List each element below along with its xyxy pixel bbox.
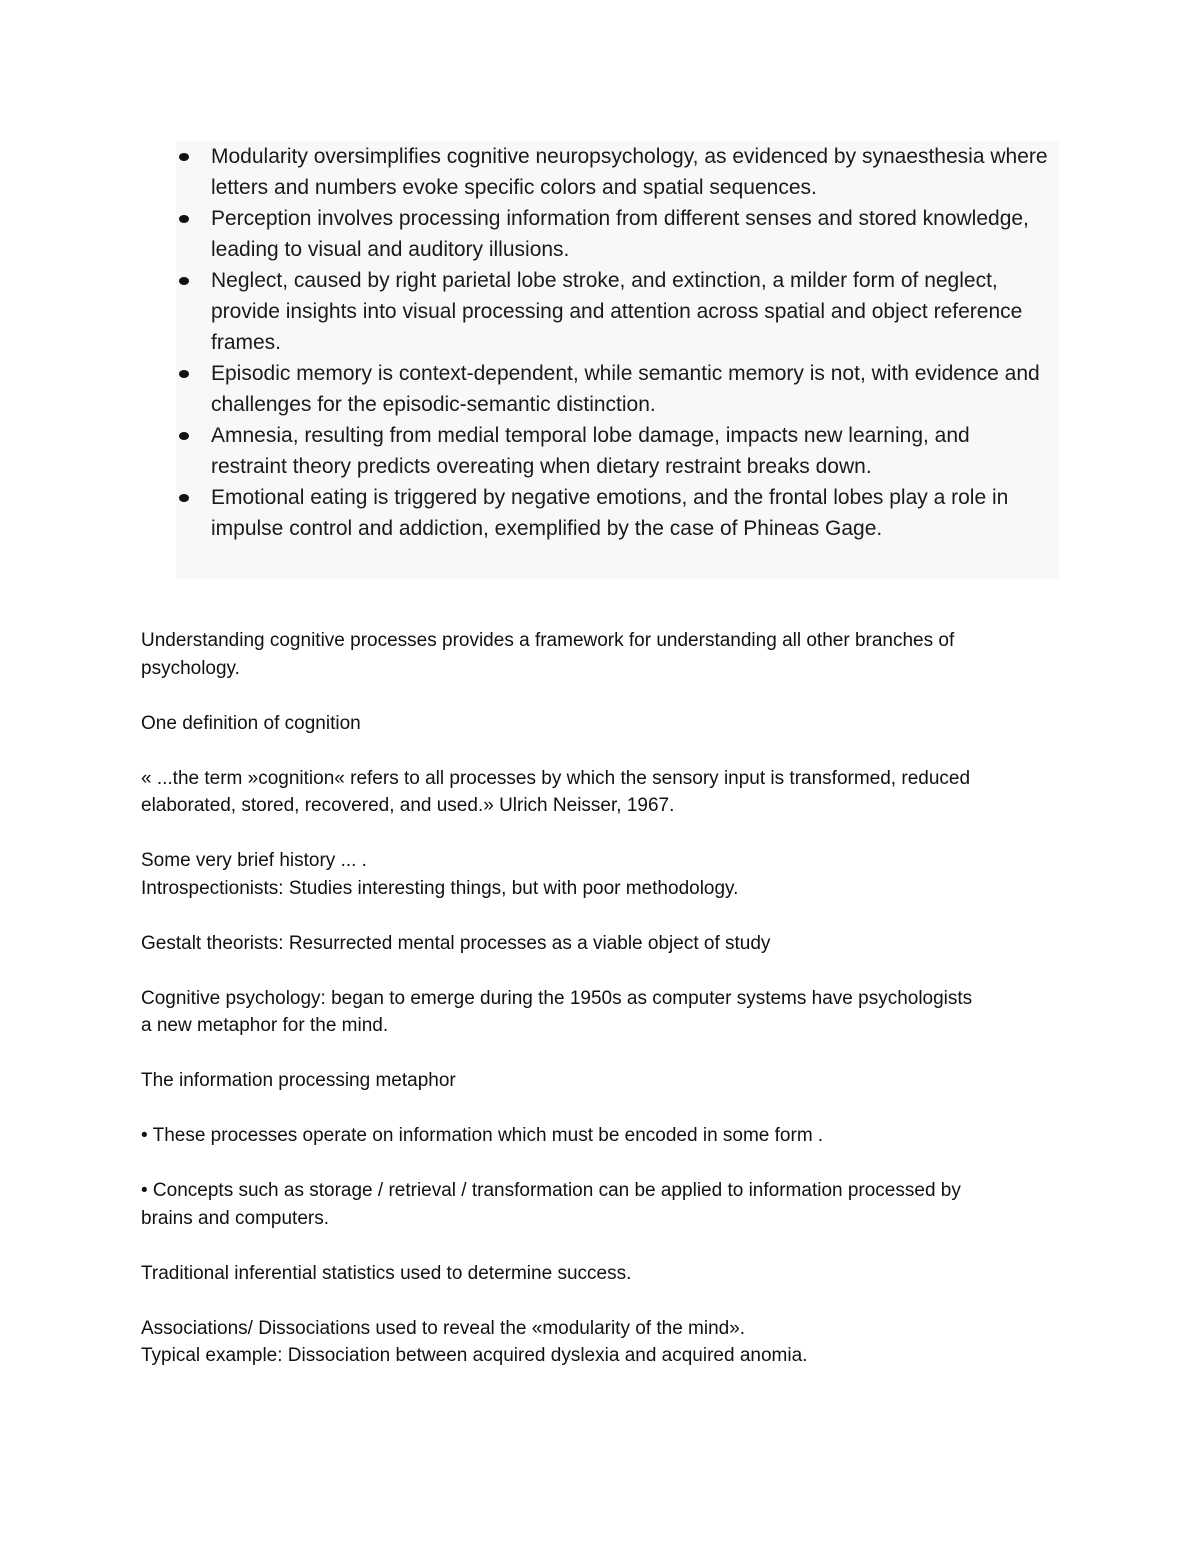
bullet-dot-icon — [179, 370, 189, 378]
summary-bullet-item — [176, 420, 1051, 482]
metaphor-point-storage: • Concepts such as storage / retrieval / transformation can be applied to information processed by brains and computers. — [141, 1180, 961, 1229]
summary-bullet-text: Neglect, caused by right parietal lobe stroke, and extinction, a milder form of neglect, provide insights into visual processing and attention across spatial and object reference frames. — [211, 269, 1023, 354]
bullet-dot-icon — [179, 494, 189, 502]
summary-bullet-item — [176, 141, 1051, 203]
summary-bullet-text: Modularity oversimplifies cognitive neuropsychology, as evidenced by synaesthesia where letters and numbers evoke specific colors and spatial sequences. — [211, 145, 1048, 199]
bullet-dot-icon — [179, 153, 189, 161]
bullet-dot-icon — [179, 432, 189, 440]
summary-box — [176, 141, 1059, 579]
summary-bullet-text: Perception involves processing information from different senses and stored knowledge, leading to visual and auditory illusions. — [211, 207, 1029, 261]
summary-bullet-item — [176, 203, 1051, 265]
intro-paragraph: Understanding cognitive processes provides a framework for understanding all other branches of psychology. — [141, 630, 955, 679]
bullet-dot-icon — [179, 277, 189, 285]
introspectionists-paragraph: Introspectionists: Studies interesting things, but with poor methodology. — [141, 877, 739, 899]
summary-bullet-item — [176, 265, 1051, 358]
summary-bullet-item — [176, 358, 1051, 420]
summary-bullet-text: Amnesia, resulting from medial temporal lobe damage, impacts new learning, and restraint theory predicts overeating when dietary restraint breaks down. — [211, 424, 970, 478]
metaphor-point-encoding: • These processes operate on information which must be encoded in some form . — [141, 1125, 824, 1146]
summary-bullet-item — [176, 482, 1051, 544]
neisser-quote: « ...the term »cognition« refers to all processes by which the sensory input is transformed, reduced elaborated, stored, recovered, and used.» Ulrich Neisser, 1967. — [141, 767, 971, 816]
statistics-paragraph: Traditional inferential statistics used to determine success. — [141, 1262, 632, 1284]
history-heading: Some very brief history ... . — [141, 850, 367, 871]
gestalt-paragraph: Gestalt theorists: Resurrected mental processes as a viable object of study — [141, 932, 771, 954]
definition-heading: One definition of cognition — [141, 712, 361, 734]
document-body — [141, 627, 1061, 1370]
summary-bullet-list — [176, 141, 1051, 544]
summary-bullet-text: Episodic memory is context-dependent, while semantic memory is not, with evidence and challenges for the episodic-semantic distinction. — [211, 362, 1040, 416]
bullet-dot-icon — [179, 215, 189, 223]
summary-bullet-text: Emotional eating is triggered by negative emotions, and the frontal lobes play a role in impulse control and addiction, exemplified by the case of Phineas Gage. — [211, 486, 1009, 540]
cognitive-psychology-paragraph: Cognitive psychology: began to emerge during the 1950s as computer systems have psychologists a new metaphor for the mind. — [141, 987, 973, 1036]
dissociations-paragraph: Associations/ Dissociations used to reveal the «modularity of the mind». — [141, 1317, 746, 1339]
typical-example-paragraph: Typical example: Dissociation between acquired dyslexia and acquired anomia. — [141, 1345, 808, 1366]
metaphor-heading: The information processing metaphor — [141, 1070, 456, 1091]
